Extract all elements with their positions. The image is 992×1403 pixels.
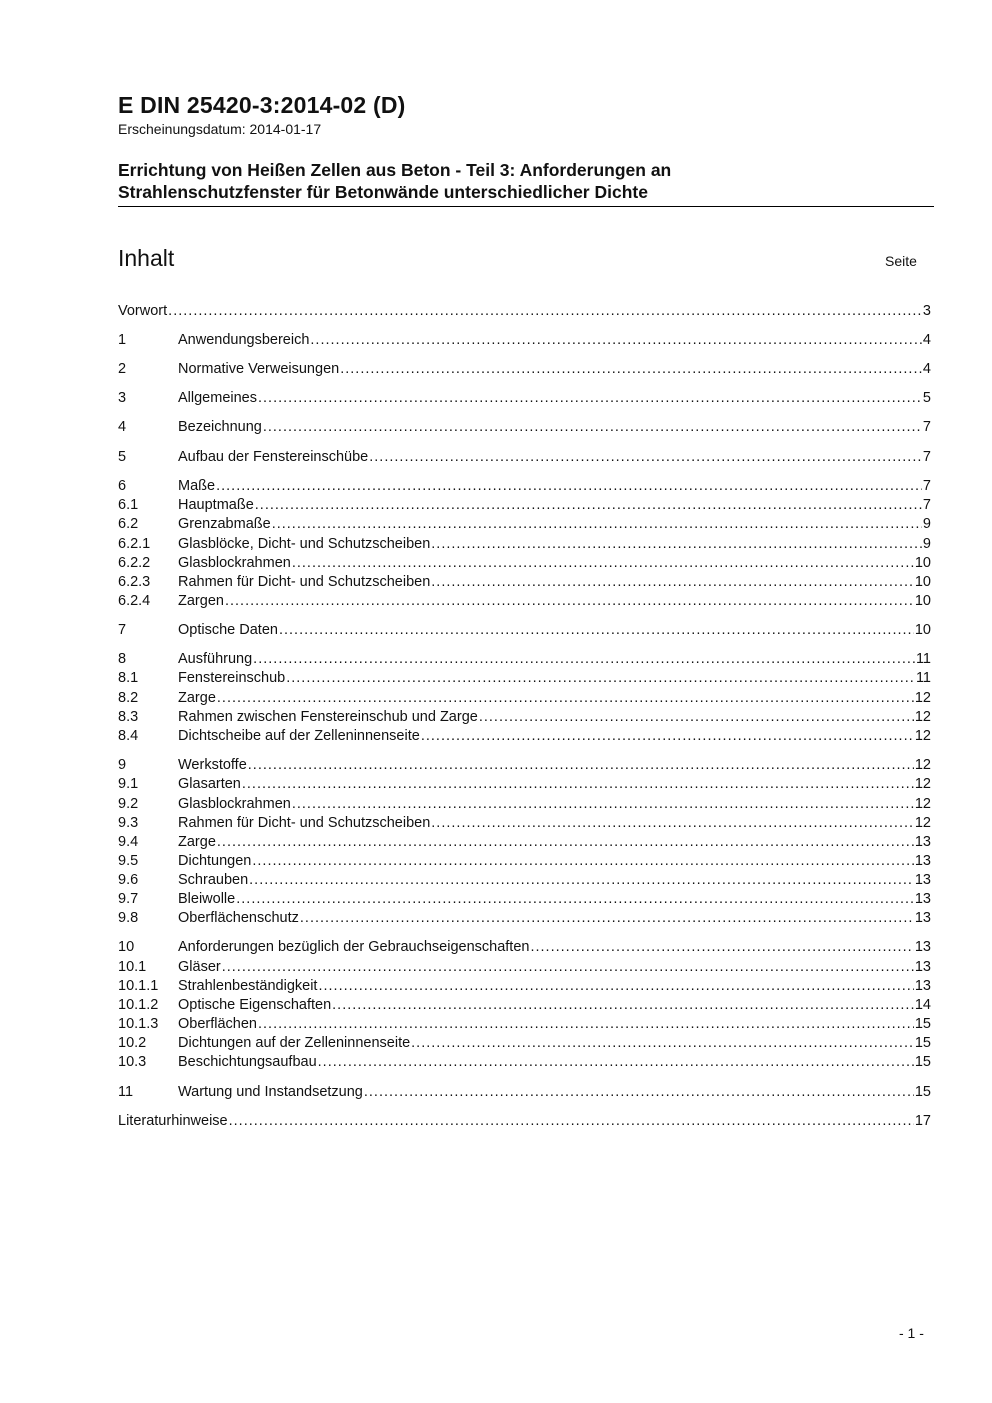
toc-entry[interactable] <box>118 996 931 1015</box>
dot-leader <box>364 1083 914 1102</box>
toc-entry-label: Dichtungen <box>178 853 252 869</box>
dot-leader <box>479 708 914 727</box>
toc-entry-label: Glasblockrahmen <box>178 555 291 571</box>
toc-entry-number: 6.1 <box>118 497 139 513</box>
toc-entry-page: 10 <box>914 622 931 638</box>
toc-entry-page: 11 <box>915 651 931 667</box>
toc-entry-label: Rahmen zwischen Fenstereinschub und Zarge <box>178 709 478 725</box>
dot-leader <box>217 689 914 708</box>
toc-entry-label: Gläser <box>178 959 221 975</box>
toc-entry[interactable] <box>118 727 931 746</box>
toc-entry[interactable] <box>118 1034 931 1053</box>
dot-leader <box>272 515 922 534</box>
toc-entry[interactable] <box>118 689 931 708</box>
toc-entry-number: 10.1.3 <box>118 1016 159 1032</box>
toc-entry[interactable] <box>118 1053 931 1072</box>
toc-entry-number: 6 <box>118 478 127 494</box>
toc-entry[interactable] <box>118 302 931 321</box>
dot-leader <box>249 871 914 890</box>
dot-leader <box>229 1112 914 1131</box>
dot-leader <box>369 448 922 467</box>
toc-entry-label: Anwendungsbereich <box>178 332 310 348</box>
toc-entry-label: Rahmen für Dicht- und Schutzscheiben <box>178 574 431 590</box>
dot-leader <box>530 938 913 957</box>
toc-entry-number: 9.6 <box>118 872 139 888</box>
toc-entry-page: 15 <box>914 1084 931 1100</box>
toc-entry-number: 4 <box>118 419 127 435</box>
toc-entry[interactable] <box>118 554 931 573</box>
toc-entry[interactable] <box>118 573 931 592</box>
toc-entry-label: Zarge <box>178 834 216 850</box>
toc-entry-page: 13 <box>914 959 931 975</box>
toc-entry-label: Normative Verweisungen <box>178 361 340 377</box>
page-number: - 1 - <box>899 1325 924 1341</box>
dot-leader <box>217 833 914 852</box>
document-id: E DIN 25420-3:2014-02 (D) <box>118 92 406 118</box>
toc-entry-label: Oberflächenschutz <box>178 910 299 926</box>
dot-leader <box>286 669 915 688</box>
toc-entry-number: 8.2 <box>118 690 139 706</box>
toc-entry-number: 9.1 <box>118 776 139 792</box>
toc-entry-number: 8.3 <box>118 709 139 725</box>
toc-entry-label: Werkstoffe <box>178 757 247 773</box>
toc-entry-label: Oberflächen <box>178 1016 257 1032</box>
toc-entry[interactable] <box>118 871 931 890</box>
toc-entry[interactable] <box>118 958 931 977</box>
toc-entry-number: 1 <box>118 332 127 348</box>
dot-leader <box>292 554 914 573</box>
toc-entry-page: 9 <box>922 516 931 532</box>
toc-entry[interactable] <box>118 890 931 909</box>
toc-entry-label: Allgemeines <box>178 390 257 406</box>
toc-entry-number: 8.4 <box>118 728 139 744</box>
toc-entry[interactable] <box>118 418 931 437</box>
dot-leader <box>431 573 914 592</box>
toc-entry-page: 12 <box>914 757 931 773</box>
dot-leader <box>300 909 914 928</box>
dot-leader <box>168 302 922 321</box>
toc-entry-number: 9.3 <box>118 815 139 831</box>
toc-entry-label: Aufbau der Fenstereinschübe <box>178 449 369 465</box>
toc-entry-number: 6.2.3 <box>118 574 151 590</box>
toc-entry[interactable] <box>118 1083 931 1102</box>
dot-leader <box>242 775 914 794</box>
toc-entry-label: Optische Daten <box>178 622 278 638</box>
toc-entry-page: 13 <box>914 872 931 888</box>
toc-entry-number: 2 <box>118 361 127 377</box>
toc-entry-page: 12 <box>914 709 931 725</box>
dot-leader <box>222 958 914 977</box>
toc-entry-label: Dichtungen auf der Zelleninnenseite <box>178 1035 411 1051</box>
dot-leader <box>279 621 914 640</box>
toc-entry-number: 7 <box>118 622 127 638</box>
toc-entry-page: 7 <box>922 478 931 494</box>
dot-leader <box>332 996 914 1015</box>
toc-entry-label: Glasblockrahmen <box>178 796 291 812</box>
toc-entry-label: Beschichtungsaufbau <box>178 1054 317 1070</box>
toc-entry-page: 15 <box>914 1054 931 1070</box>
toc-entry-number: 6.2.4 <box>118 593 151 609</box>
toc-entry-number: 3 <box>118 390 127 406</box>
dot-leader <box>225 592 914 611</box>
toc-entry-page: 12 <box>914 776 931 792</box>
toc-entry[interactable] <box>118 496 931 515</box>
toc-entry-label: Literaturhinweise <box>118 1113 228 1129</box>
dot-leader <box>411 1034 914 1053</box>
toc-entry[interactable] <box>118 938 931 957</box>
toc-entry-label: Rahmen für Dicht- und Schutzscheiben <box>178 815 431 831</box>
dot-leader <box>236 890 914 909</box>
toc-entry[interactable] <box>118 852 931 871</box>
dot-leader <box>340 360 922 379</box>
dot-leader <box>431 535 922 554</box>
toc-entry-label: Optische Eigenschaften <box>178 997 332 1013</box>
dot-leader <box>431 814 914 833</box>
dot-leader <box>258 389 922 408</box>
toc-entry[interactable] <box>118 833 931 852</box>
toc-entry-page: 13 <box>914 853 931 869</box>
toc-entry-number: 11 <box>118 1084 134 1100</box>
toc-entry[interactable] <box>118 795 931 814</box>
toc-heading: Inhalt <box>118 245 175 271</box>
toc-entry-number: 9.5 <box>118 853 139 869</box>
toc-entry-number: 9.7 <box>118 891 139 907</box>
toc-entry-number: 9.2 <box>118 796 139 812</box>
toc-entry-page: 13 <box>914 910 931 926</box>
toc-entry-page: 14 <box>914 997 931 1013</box>
dot-leader <box>258 1015 914 1034</box>
toc-entry-page: 4 <box>922 361 931 377</box>
toc-entry-page: 10 <box>914 555 931 571</box>
document-title <box>118 159 934 207</box>
toc-entry[interactable] <box>118 389 931 408</box>
toc-entry-label: Zarge <box>178 690 216 706</box>
dot-leader <box>318 1053 914 1072</box>
toc-entry-page: 17 <box>914 1113 931 1129</box>
toc-entry-label: Strahlenbeständigkeit <box>178 978 318 994</box>
toc-entry[interactable] <box>118 909 931 928</box>
toc-entry-number: 9 <box>118 757 127 773</box>
toc-entry-number: 6.2 <box>118 516 139 532</box>
toc-entry-page: 12 <box>914 690 931 706</box>
toc-entry-label: Vorwort <box>118 303 168 319</box>
toc-entry-number: 6.2.1 <box>118 536 151 552</box>
toc-entry-page: 4 <box>922 332 931 348</box>
toc-entry[interactable] <box>118 669 931 688</box>
toc-entry-number: 10.1.2 <box>118 997 159 1013</box>
toc-entry-page: 7 <box>922 449 931 465</box>
toc-entry-number: 8 <box>118 651 127 667</box>
toc-entry[interactable] <box>118 331 931 350</box>
toc-entry-page: 10 <box>914 593 931 609</box>
toc-entry-number: 9.8 <box>118 910 139 926</box>
toc-entry-label: Glasblöcke, Dicht- und Schutzscheiben <box>178 536 431 552</box>
toc-entry-label: Anforderungen bezüglich der Gebrauchseigenschaften <box>178 939 530 955</box>
title-line-2: Strahlenschutzfenster für Betonwände unterschiedlicher Dichte <box>118 182 648 202</box>
toc-page-label: Seite <box>885 253 917 269</box>
toc-entry-label: Grenzabmaße <box>178 516 271 532</box>
toc-entry[interactable] <box>118 360 931 379</box>
toc-entry[interactable] <box>118 621 931 640</box>
toc-entry[interactable] <box>118 775 931 794</box>
toc-entry-number: 10.3 <box>118 1054 147 1070</box>
toc-entry-number: 10.1.1 <box>118 978 159 994</box>
toc-entry-label: Wartung und Instandsetzung <box>178 1084 363 1100</box>
toc-entry-label: Hauptmaße <box>178 497 254 513</box>
toc-entry-number: 10.1 <box>118 959 147 975</box>
toc-entry-page: 12 <box>914 796 931 812</box>
dot-leader <box>263 418 922 437</box>
toc-entry-number: 5 <box>118 449 127 465</box>
toc-entry-number: 10 <box>118 939 135 955</box>
toc-entry-page: 10 <box>914 574 931 590</box>
toc-entry[interactable] <box>118 708 931 727</box>
toc-entry[interactable] <box>118 1112 931 1131</box>
title-line-1: Errichtung von Heißen Zellen aus Beton - Teil 3: Anforderungen an <box>118 160 672 180</box>
toc-entry-number: 10.2 <box>118 1035 147 1051</box>
toc-entry-number: 6.2.2 <box>118 555 151 571</box>
toc-entry-label: Bleiwolle <box>178 891 236 907</box>
dot-leader <box>252 852 914 871</box>
toc-entry[interactable] <box>118 977 931 996</box>
toc-entry[interactable] <box>118 592 931 611</box>
dot-leader <box>248 756 914 775</box>
toc-entry-label: Maße <box>178 478 216 494</box>
dot-leader <box>253 650 915 669</box>
toc-entry-number: 8.1 <box>118 670 139 686</box>
toc-entry-page: 5 <box>922 390 931 406</box>
publication-date: Erscheinungsdatum: 2014-01-17 <box>118 121 322 137</box>
toc-entry-page: 12 <box>914 815 931 831</box>
toc-entry-page: 13 <box>914 834 931 850</box>
toc-entry-page: 7 <box>922 497 931 513</box>
dot-leader <box>255 496 922 515</box>
toc-entry[interactable] <box>118 650 931 669</box>
toc-entry-page: 12 <box>914 728 931 744</box>
toc-entry-page: 3 <box>922 303 931 319</box>
toc-entry[interactable] <box>118 756 931 775</box>
toc-entry[interactable] <box>118 814 931 833</box>
toc-entry-page: 15 <box>914 1016 931 1032</box>
toc-entry-label: Ausführung <box>178 651 253 667</box>
toc-entry-page: 7 <box>922 419 931 435</box>
toc-entry[interactable] <box>118 535 931 554</box>
dot-leader <box>421 727 914 746</box>
toc-entry-label: Glasarten <box>178 776 241 792</box>
dot-leader <box>292 795 914 814</box>
dot-leader <box>310 331 922 350</box>
toc-entry[interactable] <box>118 477 931 496</box>
dot-leader <box>216 477 922 496</box>
toc-entry-label: Dichtscheibe auf der Zelleninnenseite <box>178 728 420 744</box>
toc-entry-label: Fenstereinschub <box>178 670 286 686</box>
toc-entry-page: 13 <box>914 891 931 907</box>
toc-entry-page: 9 <box>922 536 931 552</box>
dot-leader <box>318 977 913 996</box>
toc-entry-label: Schrauben <box>178 872 249 888</box>
toc-entry-page: 15 <box>914 1035 931 1051</box>
toc-entry-page: 13 <box>914 978 931 994</box>
toc-entry[interactable] <box>118 448 931 467</box>
toc-entry-label: Zargen <box>178 593 224 609</box>
toc-entry[interactable] <box>118 515 931 534</box>
toc-entry-number: 9.4 <box>118 834 139 850</box>
toc-entry[interactable] <box>118 1015 931 1034</box>
toc-entry-label: Bezeichnung <box>178 419 262 435</box>
toc-entry-page: 11 <box>915 670 931 686</box>
toc-entry-page: 13 <box>914 939 931 955</box>
